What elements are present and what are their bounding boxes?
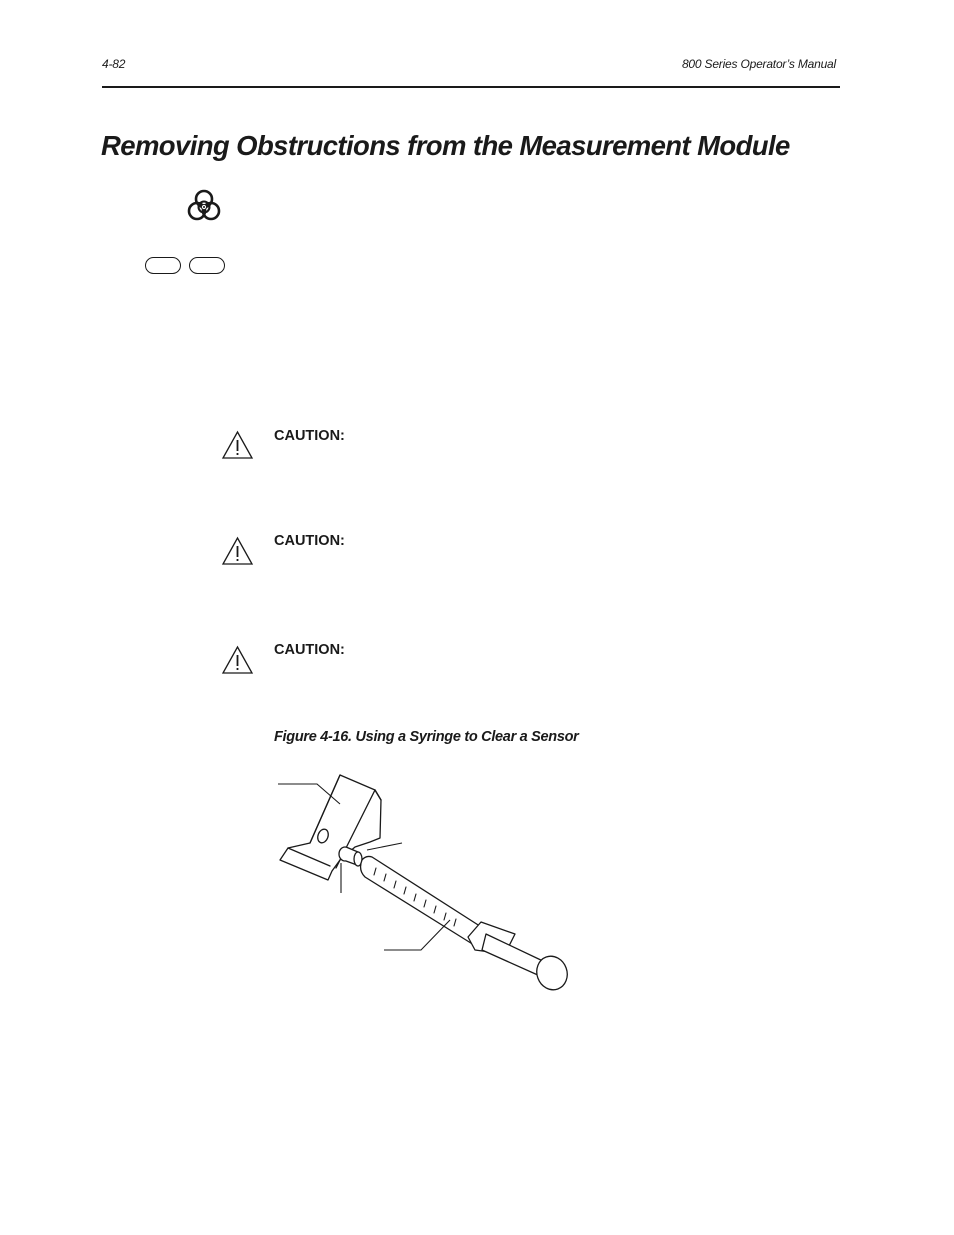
biohazard-icon <box>184 186 224 226</box>
figure-caption: Figure 4-16. Using a Syringe to Clear a Sensor <box>274 729 579 745</box>
key-buttons <box>145 257 225 274</box>
page-number: 4-82 <box>102 57 126 71</box>
syringe-sensor-illustration <box>270 765 580 995</box>
page-title: Removing Obstructions from the Measurement Module <box>101 130 790 161</box>
warning-triangle-icon <box>221 536 254 566</box>
caution-label-3: CAUTION: <box>274 642 345 658</box>
caution-label-1: CAUTION: <box>274 428 345 444</box>
warning-triangle-icon <box>221 645 254 675</box>
warning-triangle-icon <box>221 430 254 460</box>
key-button-outline <box>189 257 225 274</box>
header-divider <box>102 86 840 88</box>
key-button-outline <box>145 257 181 274</box>
manual-title: 800 Series Operator’s Manual <box>681 57 836 71</box>
caution-label-2: CAUTION: <box>274 533 345 549</box>
